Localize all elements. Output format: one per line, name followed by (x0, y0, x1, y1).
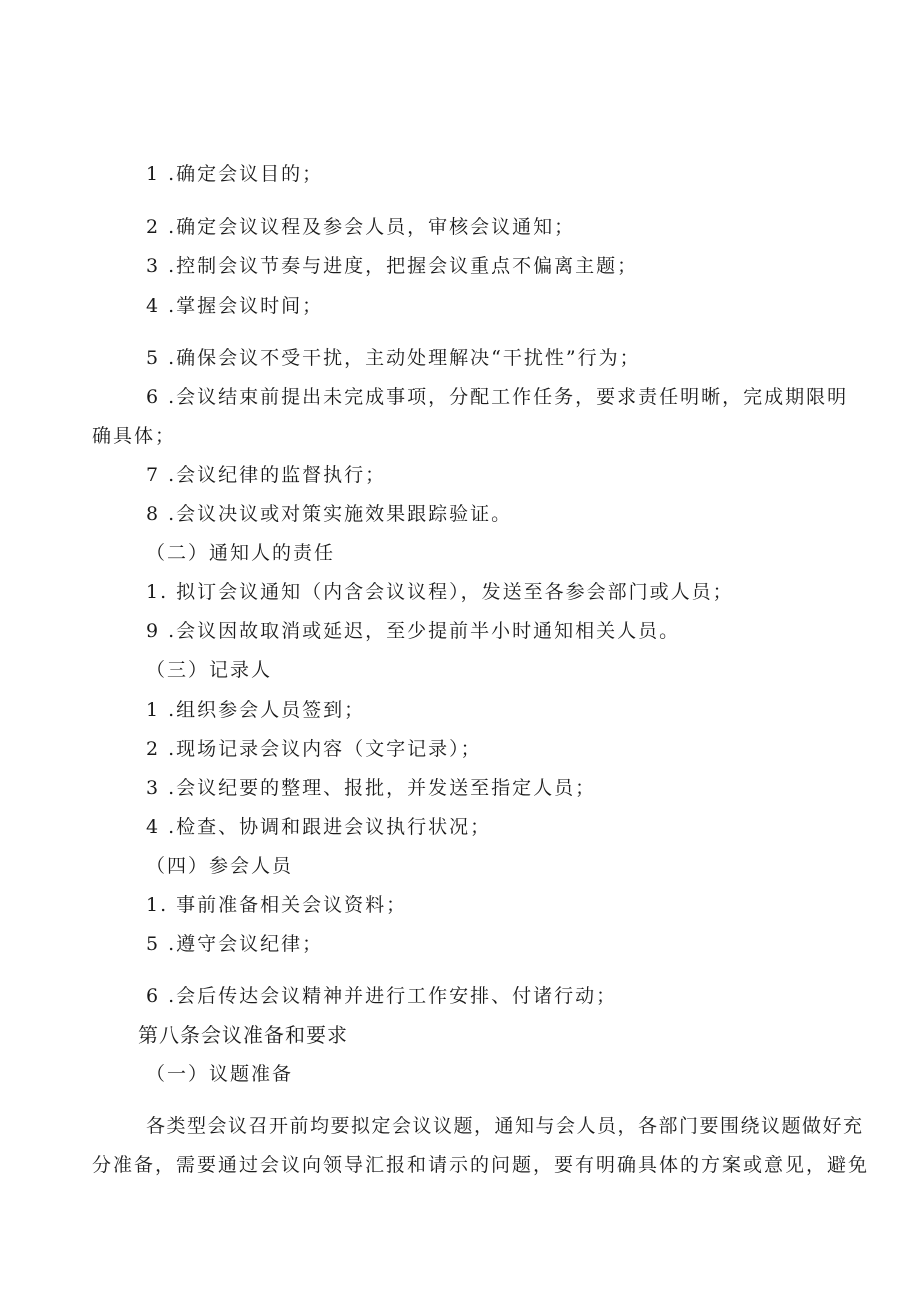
text-line: 5 .确保会议不受干扰，主动处理解决“干扰性”行为； (146, 347, 641, 369)
text-line: 4 .掌握会议时间； (146, 295, 324, 317)
text-line: 确具体； (92, 425, 177, 447)
text-line: 8 .会议决议或对策实施效果跟踪验证。 (146, 503, 513, 525)
section-heading: （三）记录人 (146, 659, 273, 681)
section-heading: （二）通知人的责任 (146, 542, 336, 564)
text-line: 1 .组织参会人员签到； (146, 699, 366, 721)
text-line: 3 .会议纪要的整理、报批，并发送至指定人员； (146, 777, 597, 799)
text-line: 3 .控制会议节奏与进度，把握会议重点不偏离主题； (146, 255, 639, 277)
text-line: 4 .检查、协调和跟进会议执行状况； (146, 816, 492, 838)
section-heading: （四）参会人员 (146, 855, 294, 877)
text-line: 5 .遵守会议纪律； (146, 933, 324, 955)
text-line: 9 .会议因故取消或延迟，至少提前半小时通知相关人员。 (146, 620, 681, 642)
paragraph-line: 各类型会议召开前均要拟定会议议题，通知与会人员，各部门要围绕议题做好充 (146, 1115, 864, 1137)
text-line: 1 .确定会议目的； (146, 163, 324, 185)
section-heading: （一）议题准备 (146, 1063, 294, 1085)
text-line: 2 .现场记录会议内容（文字记录）； (146, 738, 482, 760)
text-line: 7 .会议纪律的监督执行； (146, 464, 387, 486)
text-line: 2 .确定会议议程及参会人员，审核会议通知； (146, 216, 576, 238)
text-line: 6 .会议结束前提出未完成事项，分配工作任务，要求责任明晰，完成期限明 (146, 386, 849, 408)
paragraph-line: 分准备，需要通过会议向领导汇报和请示的问题，要有明确具体的方案或意见，避免 (92, 1154, 870, 1176)
text-line: 6 .会后传达会议精神并进行工作安排、付诸行动； (146, 985, 618, 1007)
text-line: 1. 事前准备相关会议资料； (146, 894, 408, 916)
text-line: 1. 拟订会议通知（内含会议议程），发送至各参会部门或人员； (146, 581, 734, 603)
article-heading: 第八条会议准备和要求 (138, 1023, 348, 1047)
